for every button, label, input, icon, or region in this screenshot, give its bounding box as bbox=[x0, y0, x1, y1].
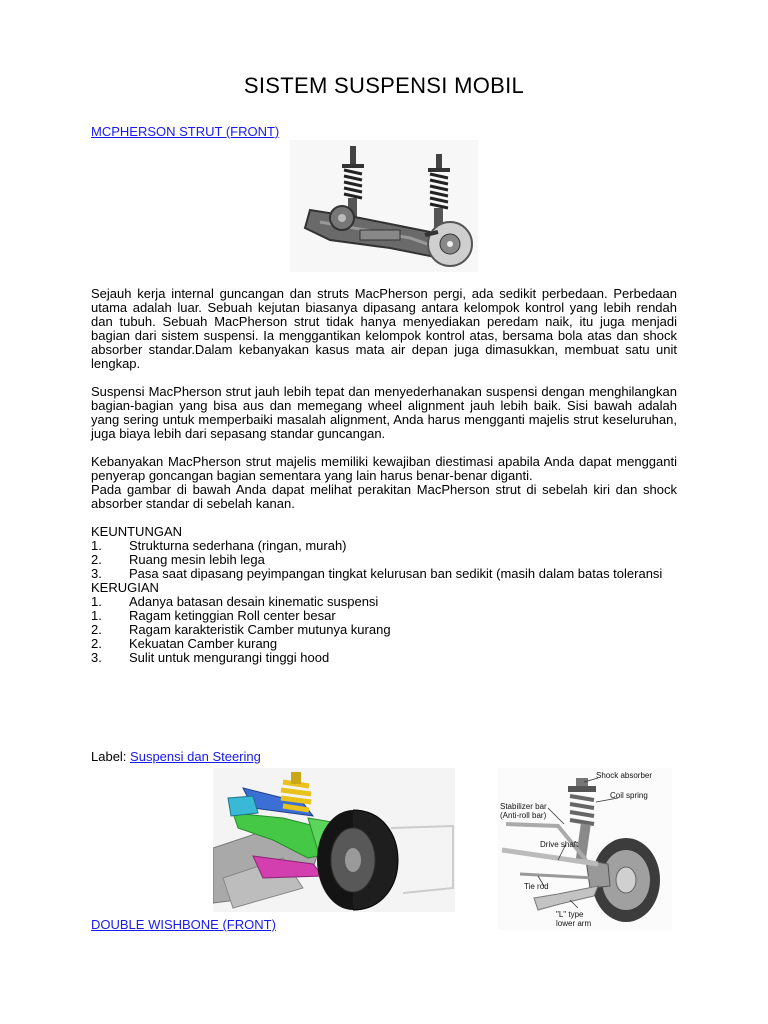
list-item bbox=[91, 651, 677, 665]
list-number: 1. bbox=[91, 538, 102, 553]
list-text: Ragam karakteristik Camber mutunya kurang bbox=[129, 622, 391, 637]
paragraph-1: Sejauh kerja internal guncangan dan struts MacPherson pergi, ada sedikit perbedaan. Perbedaan utama adalah luar. Sebuah kejutan biasanya dipasang antara kelompok kontrol yang lebih rendah dan tubuh. Sebuah MacPherson strut tidak hanya menyediakan peredam naik, itu juga menjadi bagian dari sistem suspensi. Ia menggantikan kelompok kontrol atas, bersama bola atas dan shock absorber standar.Dalam kebanyakan kasus mata air depan juga dimasukkan, membuat satu unit lengkap. bbox=[91, 286, 677, 371]
mcpherson-strut-link[interactable]: MCPHERSON STRUT (FRONT) bbox=[91, 124, 280, 139]
label-prefix: Label: bbox=[91, 749, 131, 764]
diagram-label-tie-rod: Tie rod bbox=[524, 882, 549, 891]
list-text: Kekuatan Camber kurang bbox=[129, 636, 278, 651]
mcpherson-strut-image bbox=[290, 140, 478, 272]
list-text: Sulit untuk mengurangi tinggi hood bbox=[129, 650, 330, 665]
list-text: Adanya batasan desain kinematic suspensi bbox=[129, 594, 379, 609]
list-number: 3. bbox=[91, 650, 102, 665]
diagram-label-lower-arm: lower arm bbox=[556, 919, 592, 928]
list-text: Strukturna sederhana (ringan, murah) bbox=[129, 538, 347, 553]
diagram-label-l-type: "L" type bbox=[556, 910, 584, 919]
list-item bbox=[91, 609, 677, 623]
list-item bbox=[91, 567, 677, 581]
list-number: 2. bbox=[91, 622, 102, 637]
list-text: Ruang mesin lebih lega bbox=[129, 552, 265, 567]
paragraph-4: Pada gambar di bawah Anda dapat melihat perakitan MacPherson strut di sebelah kiri dan shock absorber standar di sebelah kanan. bbox=[91, 482, 677, 511]
list-text: Pasa saat dipasang peyimpangan tingkat kelurusan ban sedikit (masih dalam batas toleransi bbox=[129, 566, 663, 581]
diagram-label-drive-shaft: Drive shaft bbox=[540, 840, 579, 849]
list-item bbox=[91, 623, 677, 637]
diagram-label-anti-roll-bar: (Anti-roll bar) bbox=[500, 811, 547, 820]
list-text: Ragam ketinggian Roll center besar bbox=[129, 608, 336, 623]
list-item bbox=[91, 539, 677, 553]
strut-diagram-image bbox=[498, 768, 672, 930]
list-item bbox=[91, 553, 677, 567]
list-number: 1. bbox=[91, 594, 102, 609]
article-body bbox=[91, 287, 677, 665]
list-number: 2. bbox=[91, 552, 102, 567]
list-item bbox=[91, 595, 677, 609]
label-link-suspensi-steering[interactable]: Suspensi dan Steering bbox=[130, 749, 261, 764]
paragraph-2: Suspensi MacPherson strut jauh lebih tepat dan menyederhanakan suspensi dengan menghilangkan bagian-bagian yang bisa aus dan memegang wheel alignment jauh lebih baik. Sisi bawah adalah yang sering untuk memperbaiki masalah alignment, Anda harus mengganti majelis strut keseluruhan, juga biaya lebih dari sepasang standar guncangan. bbox=[91, 384, 677, 441]
diagram-label-shock-absorber: Shock absorber bbox=[596, 771, 653, 780]
paragraph-3: Kebanyakan MacPherson strut majelis memiliki kewajiban diestimasi apabila Anda dapat mengganti penyerap goncangan bagian sementara yang lain harus benar-benar diganti. bbox=[91, 454, 677, 483]
diagram-label-stabilizer-bar: Stabilizer bar bbox=[500, 802, 547, 811]
post-label bbox=[91, 749, 261, 764]
diagram-label-coil-spring: Coil spring bbox=[610, 791, 648, 800]
list-number: 2. bbox=[91, 636, 102, 651]
double-wishbone-link[interactable]: DOUBLE WISHBONE (FRONT) bbox=[91, 917, 276, 932]
advantages-heading: KEUNTUNGAN bbox=[91, 524, 183, 539]
list-number: 3. bbox=[91, 566, 102, 581]
list-item bbox=[91, 637, 677, 651]
list-number: 1. bbox=[91, 608, 102, 623]
disadvantages-heading: KERUGIAN bbox=[91, 580, 159, 595]
page-title: SISTEM SUSPENSI MOBIL bbox=[243, 73, 525, 98]
double-wishbone-image bbox=[213, 768, 455, 912]
